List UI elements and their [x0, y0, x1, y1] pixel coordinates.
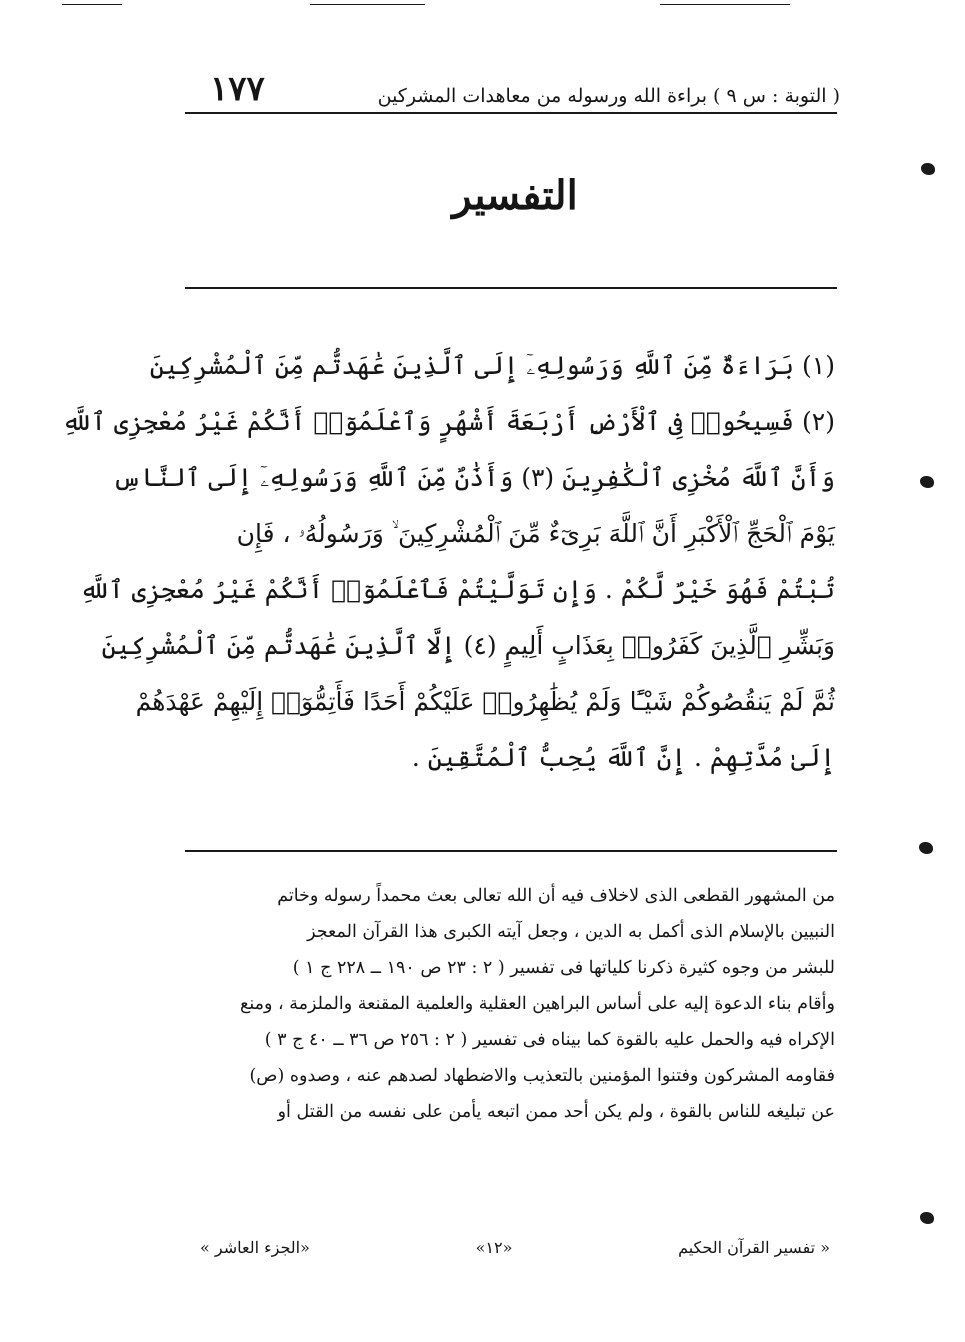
- header-rule: [185, 112, 837, 114]
- commentary-line: من المشهور القطعى الذى لاخلاف فيه أن الله تعالى بعث محمداً رسوله وخاتم: [277, 886, 835, 906]
- binding-hole-mark: [920, 476, 934, 488]
- binding-hole-mark: [919, 842, 933, 854]
- verse-line: إِلَىٰ مُدَّتِهِمْ . إِنَّ ٱللَّهَ يُحِبُّ ٱلْمُتَّقِينَ .: [411, 743, 835, 772]
- footer-book-title: « تفسير القرآن الحكيم: [678, 1238, 830, 1257]
- title-rule: [185, 287, 837, 289]
- footer-sheet-number: «١٢»: [475, 1238, 513, 1257]
- top-scan-line-right: [660, 4, 790, 5]
- verse-line: وَبَشِّرِ ٱلَّذِينَ كَفَرُوا۟ بِعَذَابٍ أَلِيمٍ (٤) إِلَّا ٱلَّذِينَ عَٰهَدتُّم مِّنَ ٱلْمُشْرِكِينَ: [101, 631, 835, 660]
- commentary-line: النبيين بالإسلام الذى أكمل به الدين ، وجعل آيته الكبرى هذا القرآن المعجز: [307, 922, 835, 942]
- verse-line: تُبْتُمْ فَهُوَ خَيْرٌ لَّكُمْ . وَإِن تَوَلَّيْتُمْ فَٱعْلَمُوٓا۟ أَنَّكُمْ غَيْرُ مُعْجِزِى ٱللَّهِ: [79, 575, 835, 604]
- verse-line: (٢) فَسِيحُوا۟ فِى ٱلْأَرْضِ أَرْبَعَةَ أَشْهُرٍ وَٱعْلَمُوٓا۟ أَنَّكُمْ غَيْرُ مُعْجِزِى ٱللَّهِ: [61, 407, 835, 436]
- binding-hole-mark: [921, 163, 935, 175]
- verse-line: يَوْمَ ٱلْحَجِّ ٱلْأَكْبَرِ أَنَّ ٱللَّهَ بَرِىٓءٌ مِّنَ ٱلْمُشْرِكِينَ ۙ وَرَسُولُهُۥ ، فَإِن: [236, 519, 835, 548]
- commentary-line: للبشر من وجوه كثيرة ذكرنا كلياتها فى تفسير ( ٢ : ٢٣ ص ١٩٠ ــ ٢٢٨ ج ١ ): [292, 958, 835, 978]
- commentary-line: فقاومه المشركون وفتنوا المؤمنين بالتعذيب والاضطهاد لصدهم عنه ، وصدوه (ص): [249, 1066, 835, 1086]
- top-scan-line-left: [62, 4, 122, 5]
- running-header: [190, 66, 840, 109]
- top-scan-line-middle: [310, 4, 425, 5]
- verses-block: [61, 338, 835, 786]
- commentary-block: [185, 878, 835, 1130]
- verse-line: ثُمَّ لَمْ يَنقُصُوكُمْ شَيْـًٔا وَلَمْ يُظَٰهِرُوا۟ عَلَيْكُمْ أَحَدًا فَأَتِمُّوٓا۟ إِلَيْهِمْ عَهْدَهُمْ: [135, 687, 835, 716]
- page-footer: [200, 1238, 830, 1257]
- commentary-line: وأقام بناء الدعوة إليه على أساس البراهين العقلية والعلمية المقنعة والملزمة ، ومنع: [240, 994, 835, 1014]
- commentary-line: الإكراه فيه والحمل عليه بالقوة كما بيناه فى تفسير ( ٢ : ٢٥٦ ص ٣٦ ــ ٤٠ ج ٣ ): [264, 1030, 835, 1050]
- running-head: ( التوبة : س ٩ ) براءة الله ورسوله من معاهدات المشركين: [377, 85, 840, 107]
- section-title: التفسير: [452, 172, 578, 219]
- verses-rule: [185, 850, 837, 852]
- verse-line: (١) بَرَاءَةٌ مِّنَ ٱللَّهِ وَرَسُولِهِۦٓ إِلَى ٱلَّذِينَ عَٰهَدتُّم مِّنَ ٱلْمُشْرِكِينَ: [149, 351, 835, 380]
- verse-line: وَأَنَّ ٱللَّهَ مُخْزِى ٱلْكَٰفِرِينَ (٣) وَأَذَٰنٌ مِّنَ ٱللَّهِ وَرَسُولِهِۦٓ إِلَى ٱلنَّاسِ: [112, 463, 835, 492]
- footer-part: «الجزء العاشر »: [200, 1238, 310, 1257]
- commentary-line: عن تبليغه للناس بالقوة ، ولم يكن أحد ممن اتبعه يأمن على نفسه من القتل أو: [277, 1102, 835, 1122]
- page-number: ١٧٧: [210, 69, 265, 109]
- binding-hole-mark: [920, 1212, 934, 1224]
